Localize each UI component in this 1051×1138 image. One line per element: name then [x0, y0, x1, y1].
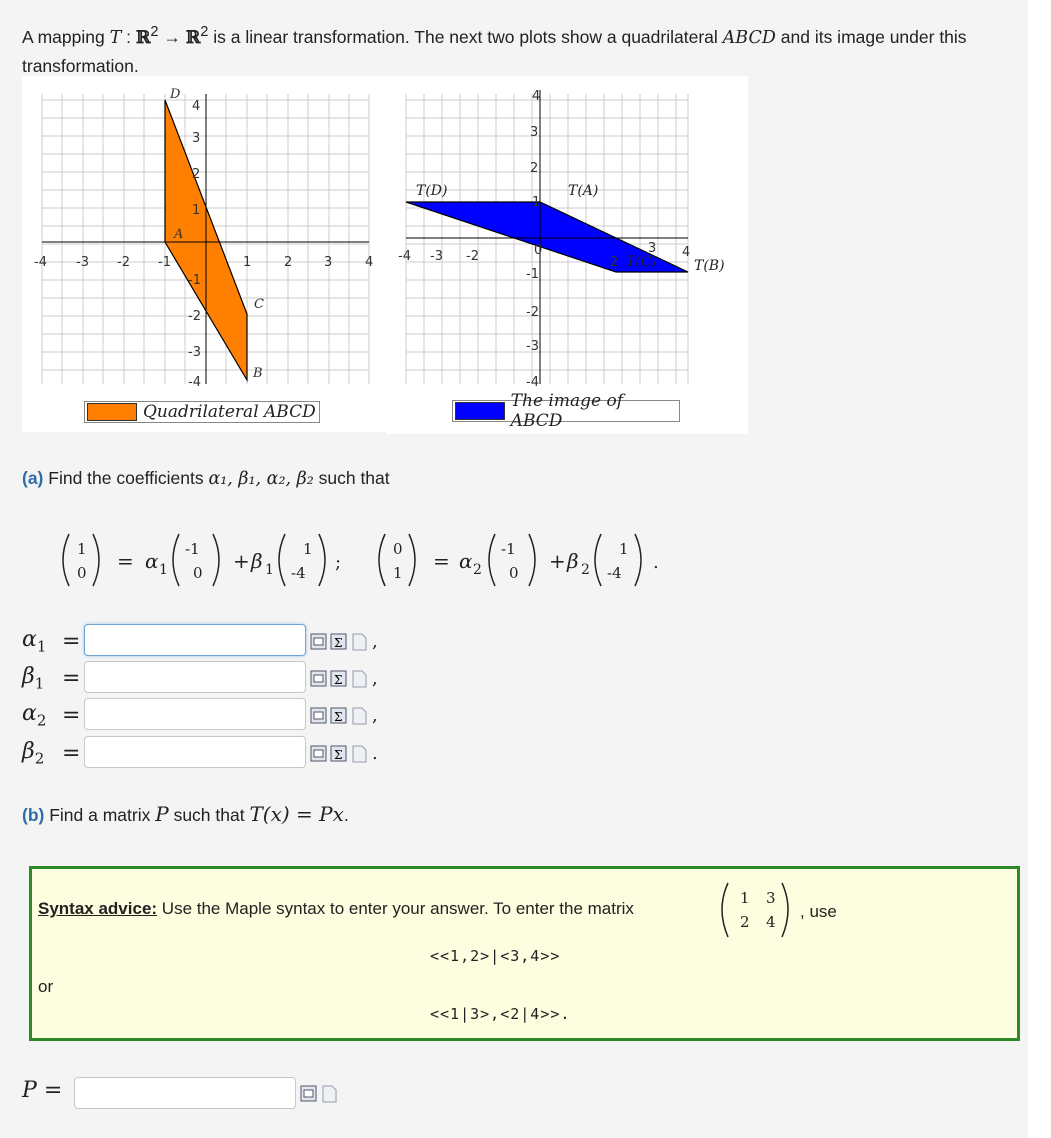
- semicolon: ;: [335, 552, 342, 573]
- vector-equation: [55, 528, 775, 592]
- legend-left-swatch: [87, 403, 137, 421]
- matrix-a22: 4: [766, 913, 776, 931]
- tick-origin: 0: [534, 243, 543, 258]
- alpha1-tools: [310, 631, 378, 652]
- intro-quad: ABCD: [722, 27, 776, 48]
- tick-x: 2: [610, 255, 619, 270]
- beta-1-sub: 1: [265, 562, 274, 578]
- label-TB: T(B): [694, 258, 725, 274]
- beta1-punct: ,: [372, 668, 378, 689]
- vec-e1-top: 1: [77, 540, 87, 558]
- part-b-text2: such that: [168, 805, 250, 825]
- part-a-label: (a): [22, 468, 44, 488]
- tick-x: -2: [466, 249, 479, 264]
- tick-y: 4: [532, 89, 541, 104]
- label-D: D: [170, 87, 181, 102]
- alpha1-punct: ,: [372, 631, 378, 652]
- equation-editor-icon[interactable]: [330, 633, 348, 651]
- tick-x: -4: [34, 255, 47, 270]
- tick-y: -1: [526, 267, 539, 282]
- intro-text: [22, 18, 1022, 80]
- example-matrix: [718, 879, 838, 943]
- plus-2: +: [549, 549, 566, 573]
- beta2-tools: [310, 743, 378, 764]
- beta1-input[interactable]: [84, 661, 306, 693]
- tick-y: 4: [192, 99, 201, 114]
- part-b-text: Find a matrix: [44, 805, 156, 825]
- preview-icon[interactable]: [300, 1085, 318, 1103]
- svg-text:Σ: Σ: [334, 747, 343, 762]
- beta2-input[interactable]: [84, 736, 306, 768]
- tick-x: 2: [284, 255, 293, 270]
- svg-text:Σ: Σ: [334, 635, 343, 650]
- tick-x: 4: [682, 245, 691, 260]
- alpha-2-sub: 2: [473, 562, 482, 578]
- tick-y: 1: [192, 203, 201, 218]
- intro-text-a: A mapping: [22, 26, 110, 47]
- syntax-advice-text: [38, 899, 634, 919]
- vec-u-top: -1: [185, 540, 200, 558]
- part-a-text: Find the coefficients: [43, 468, 209, 488]
- equation-editor-icon[interactable]: [330, 707, 348, 725]
- beta-2: β: [567, 549, 579, 573]
- P-tools: [300, 1085, 338, 1103]
- legend-left-label: Quadrilateral ABCD: [143, 402, 316, 422]
- map-R-2: ℝ: [185, 27, 201, 48]
- beta1-tools: [310, 668, 378, 689]
- equation-editor-icon[interactable]: [330, 670, 348, 688]
- map-sup: 2: [150, 24, 159, 40]
- part-b-period: .: [343, 805, 349, 825]
- tick-x: 3: [648, 241, 657, 256]
- help-document-icon[interactable]: [350, 707, 368, 725]
- syntax-advice-or: or: [38, 977, 54, 996]
- tick-x: -3: [430, 249, 443, 264]
- plus-1: +: [233, 549, 250, 573]
- help-document-icon[interactable]: [350, 745, 368, 763]
- part-b-P: P: [155, 802, 169, 826]
- intro-text-b: is a linear transformation. The next two plots show a quadrilateral: [208, 26, 723, 47]
- tick-y: 2: [192, 167, 201, 182]
- alpha2-punct: ,: [372, 705, 378, 726]
- part-a-prompt: [22, 468, 390, 489]
- alpha2-input[interactable]: [84, 698, 306, 730]
- tick-y: -4: [526, 375, 539, 390]
- label-TD: T(D): [416, 183, 448, 199]
- tick-y: -2: [526, 305, 539, 320]
- legend-right-label: The image of ABCD: [510, 391, 623, 431]
- vec-w-top: 1: [303, 540, 313, 558]
- label-TA: T(A): [568, 183, 599, 199]
- plot-quadrilateral: [22, 76, 386, 432]
- syntax-advice-title: Syntax advice:: [38, 899, 158, 918]
- vec-u2-top: -1: [501, 540, 516, 558]
- eq-beta2: =: [62, 740, 81, 766]
- eq-alpha1: =: [62, 628, 81, 654]
- tick-y: 1: [532, 195, 541, 210]
- beta2-punct: .: [372, 743, 378, 764]
- tick-y: -1: [188, 273, 201, 288]
- matrix-a11: 1: [740, 889, 750, 907]
- tick-y: -3: [188, 345, 201, 360]
- plot-left-svg: [22, 76, 386, 432]
- alpha1-input[interactable]: [84, 624, 306, 656]
- svg-text:Σ: Σ: [334, 709, 343, 724]
- syntax-code-row: <<1|3>,<2|4>>.: [430, 1005, 571, 1023]
- legend-left: [84, 401, 320, 423]
- vec-u2-bottom: 0: [509, 564, 519, 582]
- legend-right-swatch: [455, 402, 505, 420]
- tick-y: -2: [188, 309, 201, 324]
- svg-text:Σ: Σ: [334, 672, 343, 687]
- vec-w2-bottom: -4: [607, 564, 622, 582]
- preview-icon[interactable]: [310, 633, 328, 651]
- tick-x: 1: [243, 255, 252, 270]
- part-a-coeffs: α₁, β₁, α₂, β₂: [208, 469, 314, 489]
- intro-text-c: and its image under this transformation.: [22, 26, 967, 76]
- preview-icon[interactable]: [310, 670, 328, 688]
- eq-beta1: =: [62, 665, 81, 691]
- vec-e2-top: 0: [393, 540, 403, 558]
- syntax-advice-body: Use the Maple syntax to enter your answer. To enter the matrix: [157, 899, 634, 918]
- label-A: A: [174, 227, 184, 242]
- plot-right-svg: [386, 76, 748, 434]
- syntax-code-column: <<1,2>|<3,4>>: [430, 947, 561, 965]
- part-b-equation: T(x) = Px: [249, 802, 344, 826]
- label-C: C: [254, 297, 264, 312]
- alpha-1: α: [145, 549, 159, 573]
- part-a-text2: such that: [313, 468, 390, 488]
- syntax-advice-box: [29, 866, 1020, 1041]
- part-b-label: (b): [22, 805, 45, 825]
- eq-sign-1: =: [117, 549, 134, 573]
- tick-y: 2: [530, 161, 539, 176]
- tick-x: -3: [76, 255, 89, 270]
- plot-image: [386, 76, 748, 434]
- period: .: [653, 552, 659, 573]
- alpha-1-sub: 1: [159, 562, 168, 578]
- P-matrix-input[interactable]: [74, 1077, 296, 1109]
- var-beta2: $\beta_2$: [22, 738, 45, 768]
- legend-right: [452, 391, 680, 431]
- label-B: B: [253, 366, 263, 381]
- alpha-2: α: [459, 549, 473, 573]
- map-R: ℝ: [135, 27, 151, 48]
- label-TC: T(C): [626, 254, 657, 270]
- tick-y: 3: [530, 125, 539, 140]
- vec-e1-bottom: 0: [77, 564, 87, 582]
- tick-x: -2: [117, 255, 130, 270]
- vec-w2-top: 1: [619, 540, 629, 558]
- tick-y: -3: [526, 339, 539, 354]
- map-sup-2: 2: [200, 24, 209, 40]
- tick-x: -1: [158, 255, 171, 270]
- tick-y: 3: [192, 131, 201, 146]
- map-T: T: [109, 27, 122, 48]
- equation-editor-icon[interactable]: [330, 745, 348, 763]
- syntax-advice-use: , use: [800, 902, 837, 921]
- matrix-a12: 3: [766, 889, 776, 907]
- var-alpha1: $\alpha_1$: [22, 626, 47, 656]
- vec-w-bottom: -4: [291, 564, 306, 582]
- help-document-icon[interactable]: [350, 633, 368, 651]
- P-label: P =: [22, 1078, 63, 1103]
- vec-u-bottom: 0: [193, 564, 203, 582]
- part-b-prompt: [22, 802, 349, 826]
- preview-icon[interactable]: [310, 707, 328, 725]
- var-alpha2: $\alpha_2$: [22, 700, 47, 730]
- beta-1: β: [251, 549, 263, 573]
- matrix-a21: 2: [740, 913, 750, 931]
- vec-e2-bottom: 1: [393, 564, 403, 582]
- var-beta1: $\beta_1$: [22, 663, 45, 693]
- tick-x: -4: [398, 249, 411, 264]
- eq-alpha2: =: [62, 702, 81, 728]
- eq-sign-2: =: [433, 549, 450, 573]
- alpha2-tools: [310, 705, 378, 726]
- preview-icon[interactable]: [310, 745, 328, 763]
- beta-2-sub: 2: [581, 562, 590, 578]
- map-colon: :: [121, 26, 136, 47]
- help-document-icon[interactable]: [320, 1085, 338, 1103]
- map-arrow: →: [158, 26, 186, 47]
- tick-x: 4: [365, 255, 374, 270]
- tick-y: -4: [188, 375, 201, 390]
- tick-x: 3: [324, 255, 333, 270]
- help-document-icon[interactable]: [350, 670, 368, 688]
